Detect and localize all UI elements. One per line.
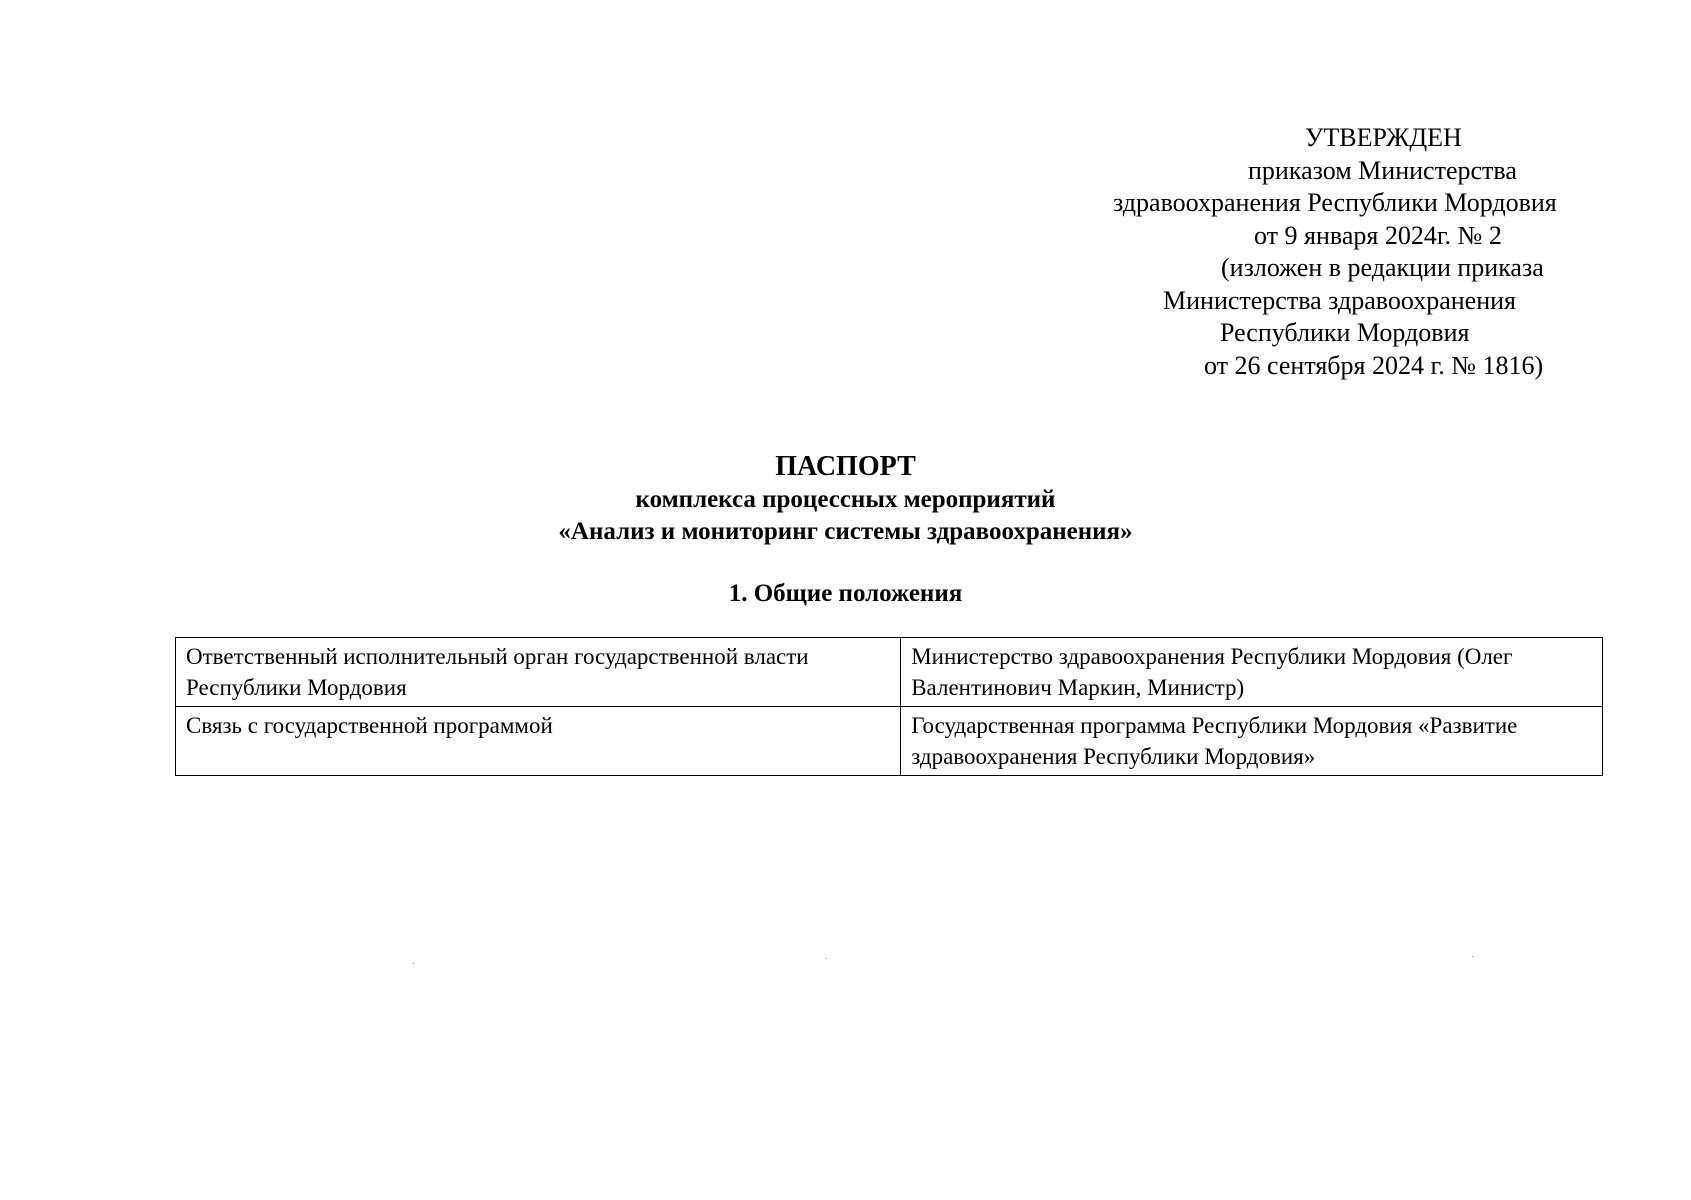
table-row bbox=[176, 707, 1603, 776]
general-provisions-table bbox=[175, 637, 1603, 776]
approval-line: здравоохранения Республики Мордовия bbox=[1113, 188, 1557, 217]
document-subtitle: комплекса процессных мероприятий bbox=[635, 486, 1056, 513]
scan-artifact bbox=[413, 963, 414, 964]
table-cell-value: Государственная программа Республики Мордовия «Развитие здравоохранения Республики Мордовия» bbox=[901, 707, 1603, 776]
approval-line: Республики Мордовия bbox=[1220, 318, 1470, 347]
approval-order-date: от 9 января 2024г. № 2 bbox=[1254, 220, 1502, 250]
document-heading bbox=[0, 450, 1691, 548]
scan-artifact bbox=[826, 958, 827, 959]
scan-artifact bbox=[1472, 956, 1473, 957]
table-cell-label: Ответственный исполнительный орган государственной власти Республики Мордовия bbox=[176, 638, 901, 707]
section-title: 1. Общие положения bbox=[728, 580, 963, 607]
approval-revision-date: от 26 сентября 2024 г. № 1816) bbox=[1204, 350, 1544, 380]
document-subtitle: «Анализ и мониторинг системы здравоохранения» bbox=[558, 518, 1133, 545]
approval-line: Министерства здравоохранения bbox=[1163, 285, 1516, 315]
table-cell-value: Министерство здравоохранения Республики Мордовия (Олег Валентинович Маркин, Министр) bbox=[901, 638, 1603, 707]
table-row bbox=[176, 638, 1603, 707]
table-cell-label: Связь с государственной программой bbox=[176, 707, 901, 776]
approval-block bbox=[1060, 122, 1660, 382]
document-title: ПАСПОРТ bbox=[775, 451, 916, 482]
approval-line: (изложен в редакции приказа bbox=[1221, 253, 1544, 282]
approval-stamp-title: УТВЕРЖДЕН bbox=[1305, 123, 1462, 152]
approval-line: приказом Министерства bbox=[1248, 155, 1517, 185]
